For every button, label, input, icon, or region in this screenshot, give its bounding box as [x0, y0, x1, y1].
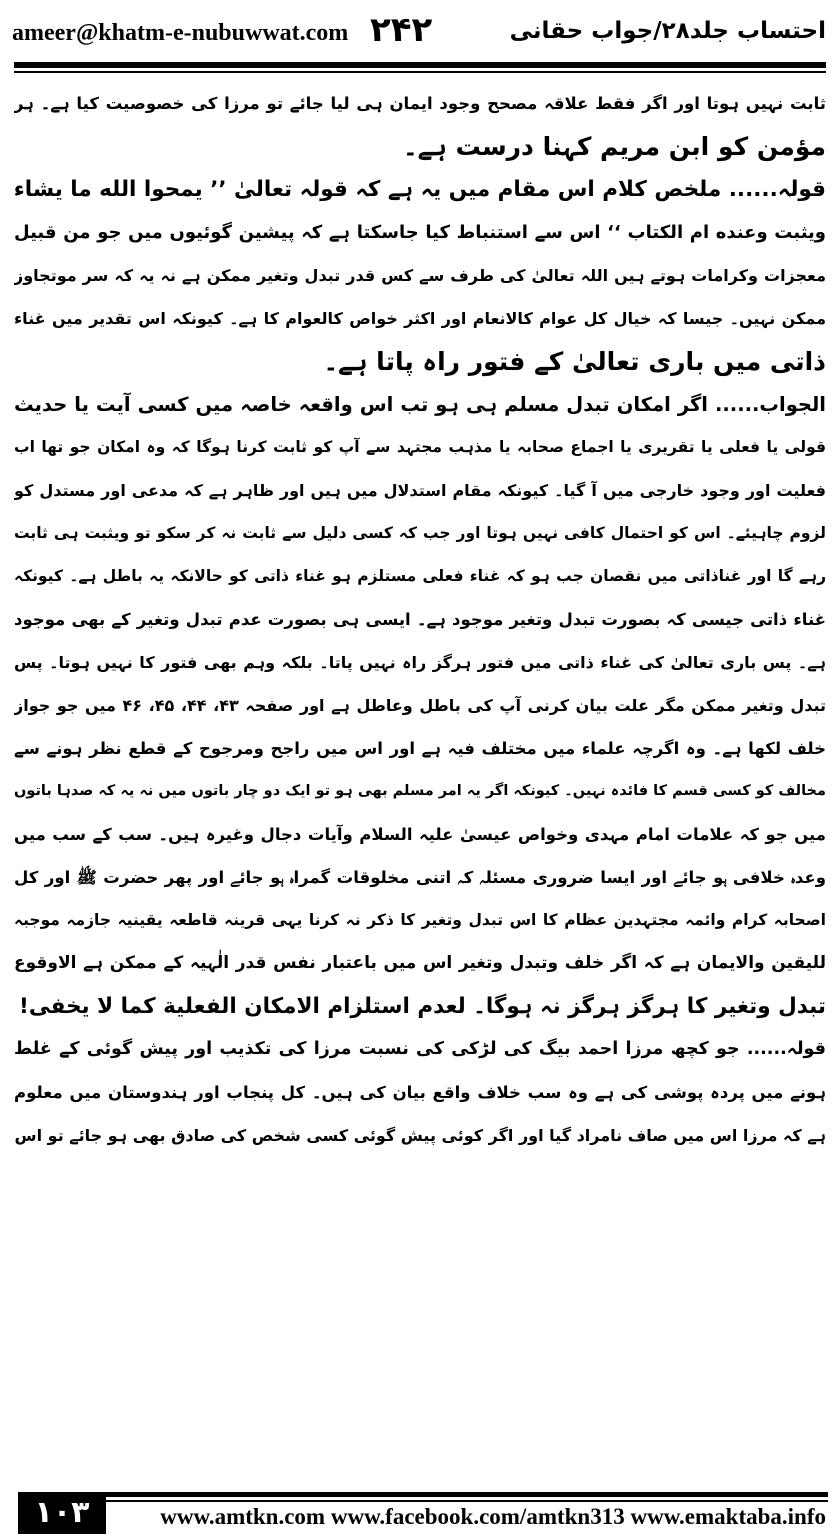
text-line: ثابت نہیں ہوتا اور اگر فقط علاقہ مصحح وجود ایمان ہی لیا جائے تو مرزا کی خصوصیت کیا ہے۔ ہر	[14, 94, 826, 113]
text-line: ہونے میں پردہ پوشی کی ہے وہ سب خلاف واقع بیان کی ہیں۔ کل پنجاب اور ہندوستان میں معلوم	[14, 1083, 826, 1102]
text-line: ہے کہ مرزا اس میں صاف نامراد گیا اور اگر کوئی پیش گوئی کسی شخص کی صادق بھی ہو جائے تو اس	[14, 1126, 826, 1145]
text-line: ہے۔ پس باری تعالیٰ کی غناء ذاتی میں فتور ہرگز راہ نہیں پاتا۔ بلکہ وہم بھی فتور کا نہیں ہوتا۔ پس	[14, 653, 826, 672]
text-line: اصحابہ کرام وائمہ مجتہدین عظام کا اس تبدل وتغیر کا ذکر نہ کرنا یہی قرینہ قاطعہ یقینیہ جازمہ موجبہ	[14, 911, 826, 929]
text-line: ممکن نہیں۔ جیسا کہ خیال کل عوام کالانعام اور اکثر خواص کالعوام کا ہے۔ کیونکہ اس تقدیر میں غناء	[14, 309, 826, 328]
body-text	[14, 82, 826, 1157]
text-line: خلف لکھا ہے۔ وہ اگرچہ علماء میں مختلف فیہ ہے اور اس میں راجح ومرجوح کے قطع نظر ہونے سے	[14, 739, 826, 758]
header-book-title: احتساب جلد۲۸/جواب حقانی	[509, 18, 826, 44]
text-line: تبدل وتغیر کا ہرگز ہرگز نہ ہوگا۔ لعدم استلزام الامکان الفعلیة کما لا یخفی!	[19, 994, 826, 1019]
text-line: الجواب...... اگر امکان تبدل مسلم ہی ہو تب اس واقعہ خاصہ میں کسی آیت یا حدیث	[14, 393, 826, 416]
text-line: ویثبت وعنده ام الکتاب ‘‘ اس سے استنباط کیا جاسکتا ہے کہ پیشین گوئیوں میں جو من قبیل	[14, 222, 826, 243]
text-line: تبدل وتغیر ممکن مگر علت بیان کرنی آپ کی باطل وعاطل ہے اور صفحہ ۴۳، ۴۴، ۴۵، ۴۶ میں جو جواز	[14, 696, 826, 715]
text-line: لزوم چاہیئے۔ اس کو احتمال کافی نہیں ہوتا اور جب کہ کسی دلیل سے ثابت نہ کر سکو تو ویثبت ہی ثابت	[14, 524, 826, 542]
text-line: قولی یا فعلی یا تقریری یا اجماع صحابہ یا مذہب مجتہد سے آپ کو ثابت کرنا ہوگا کہ وہ امکان جو تھا اب	[14, 438, 826, 456]
footer-rule-thick	[106, 1492, 828, 1497]
page-header	[0, 0, 840, 70]
text-line: مخالف کو کسی قسم کا فائدہ نہیں۔ کیونکہ اگر یہ امر مسلم بھی ہو تو ایک دو چار باتوں میں نہ یہ کہ صدہا باتوں	[14, 783, 826, 799]
text-line: قولہ...... جو کچھ مرزا احمد بیگ کی لڑکی کی نسبت مرزا کی تکذیب اور پیش گوئی کے غلط	[14, 1039, 826, 1059]
text-line: وعدہ خلافی ہو جائے اور ایسا ضروری مسئلہ کہ اتنی مخلوقات گمراہ ہو جائے اور پھر حضرت ﷺ اور کل	[14, 868, 826, 887]
header-email: ameer@khatm-e-nubuwwat.com	[12, 20, 349, 46]
text-line: مؤمن کو ابن مریم کہنا درست ہے۔	[402, 132, 826, 161]
header-rule-thin	[14, 71, 826, 73]
header-rule-thick	[14, 62, 826, 68]
text-line: معجزات وکرامات ہوتے ہیں اللہ تعالیٰ کی طرف سے کس قدر تبدل وتغیر ممکن ہے نہ یہ کہ سر موتجاوز	[14, 266, 826, 285]
text-line: میں جو کہ علامات امام مہدی وخواص عیسیٰ علیہ السلام وآیات دجال وغیرہ ہیں۔ سب کے سب میں	[14, 825, 826, 844]
footer-rule-thin	[106, 1500, 828, 1502]
text-line: قولہ...... ملخص کلام اس مقام میں یہ ہے کہ قولہ تعالیٰ ’’ یمحوا الله ما یشاء	[14, 177, 826, 202]
text-line: فعلیت اور وجود خارجی میں آ گیا۔ کیونکہ مقام استدلال میں ہیں اور ظاہر ہے کہ مدعی اور مستدل کو	[14, 481, 826, 500]
page-footer	[0, 1488, 840, 1540]
footer-urls: www.amtkn.com www.facebook.com/amtkn313 www.emaktaba.info	[160, 1504, 826, 1529]
header-page-number: ۲۴۲	[370, 10, 433, 50]
text-line: ذاتی میں باری تعالیٰ کے فتور راہ پاتا ہے۔	[323, 347, 826, 376]
text-line: رہے گا اور غناذاتی میں نقصان جب ہو کہ غناء فعلی مستلزم ہو غناء ذاتی کو حالانکہ یہ باطل ہے۔ کیونکہ	[14, 567, 826, 585]
footer-page-number: ۱۰۳	[18, 1492, 106, 1534]
text-line: للیقین والایمان ہے کہ اگر خلف وتبدل وتغیر اس میں باعتبار نفس قدر الٰہیہ کے ممکن ہے الاوقوع	[14, 953, 826, 973]
text-line: غناء ذاتی جیسی کہ بصورت تبدل وتغیر موجود ہے۔ ایسی ہی بصورت عدم تبدل وتغیر کے بھی موجود	[14, 610, 826, 629]
